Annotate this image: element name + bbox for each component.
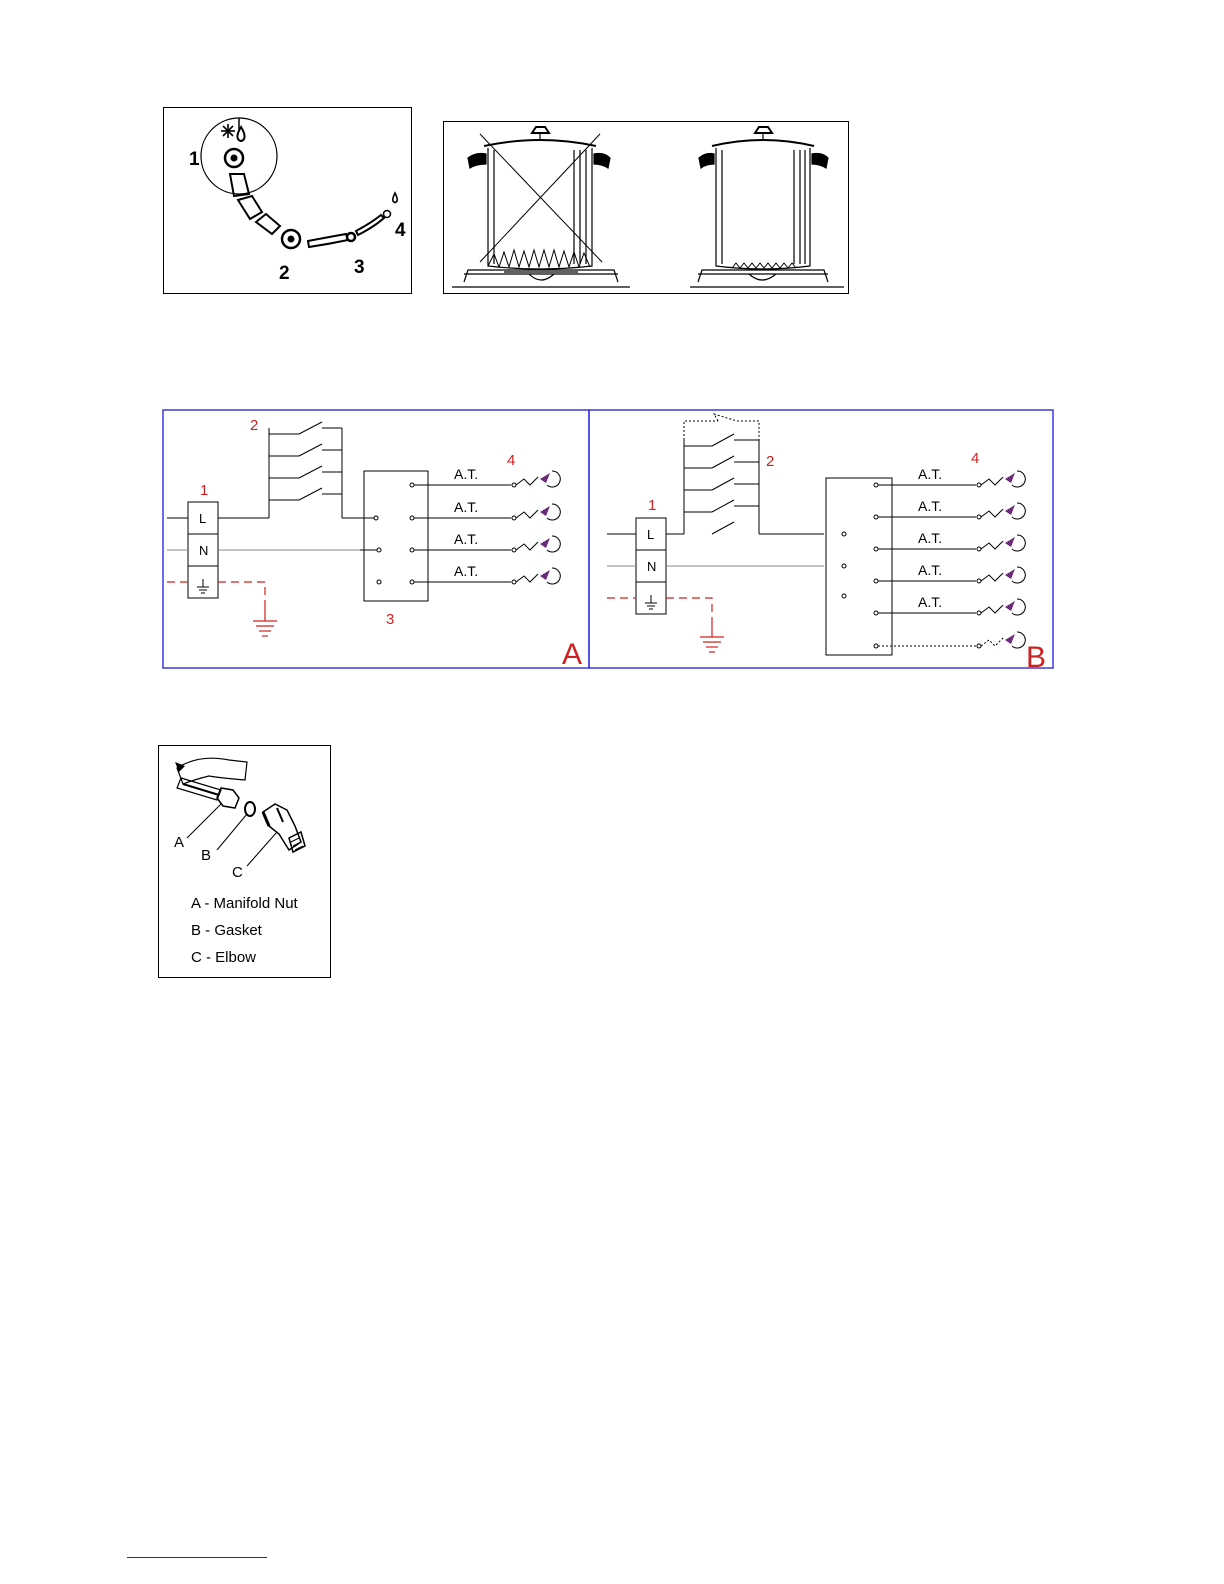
flame-arc-segments [230,174,384,247]
callout-a4: 4 [507,452,516,469]
output-label-a4: A.T. [454,563,479,579]
wiring-diagram [162,409,1054,674]
ground-symbol-b2 [700,619,724,652]
spark-generator-b [826,478,892,655]
callout-fitting-a: A [174,834,185,851]
callout-a1: 1 [200,482,209,499]
output-label-a3: A.T. [454,531,479,547]
pot-diagram [444,122,850,295]
wiring-frame-b [589,410,1053,668]
spark-outputs-b [878,471,1025,648]
knob-positions-figure [163,107,412,294]
output-label-b3: A.T. [918,530,943,546]
fitting-diagram [159,746,332,886]
ground-symbol-a1 [197,579,209,593]
output-label-a2: A.T. [454,499,479,515]
position-4-marker [384,211,391,218]
legend-elbow: C - Elbow [191,949,257,966]
output-label-b2: A.T. [918,498,943,514]
knob-diagram [164,108,413,295]
output-label-b4: A.T. [918,562,943,578]
output-label-a1: A.T. [454,466,479,482]
wiring-diagram-b [607,414,1046,674]
pot-correct [690,127,844,287]
knob-label-4: 4 [395,220,406,241]
panel-label-b: B [1026,641,1047,674]
callout-a2: 2 [250,417,259,434]
switch-b [684,414,824,534]
legend-gasket: B - Gasket [191,922,262,939]
ground-symbol-a2 [253,604,277,636]
footnote-separator [127,1557,267,1558]
knob-label-2: 2 [279,263,290,284]
callout-a3: 3 [386,611,395,628]
wiring-frame-a [163,410,589,668]
terminal-n-a: N [199,543,209,558]
pot-incorrect [452,127,630,287]
pot-flame-figure [443,121,849,294]
legend-manifold-nut: A - Manifold Nut [191,895,298,912]
callout-b2: 2 [766,453,775,470]
knob-label-1: 1 [189,149,200,170]
wiring-diagram-a [167,417,582,671]
small-flame-icon [393,193,398,203]
terminal-l-a: L [199,511,207,526]
output-label-b1: A.T. [918,466,943,482]
gas-fitting-figure [158,745,331,978]
callout-b4: 4 [971,450,980,467]
panel-label-a: A [562,638,583,671]
callout-fitting-c: C [232,864,243,881]
wiring-diagram-figure [162,409,1054,674]
knob-label-3: 3 [354,257,365,278]
elbow-fitting [263,804,305,852]
callout-fitting-b: B [201,847,212,864]
spark-outputs-a [414,471,560,584]
spark-icon [221,124,235,138]
position-3-marker [347,233,355,241]
callout-b1: 1 [648,497,657,514]
switch-a [269,422,360,518]
output-label-b5: A.T. [918,594,943,610]
ground-symbol-b1 [645,595,657,609]
terminal-n-b: N [647,559,657,574]
terminal-l-b: L [647,527,655,542]
